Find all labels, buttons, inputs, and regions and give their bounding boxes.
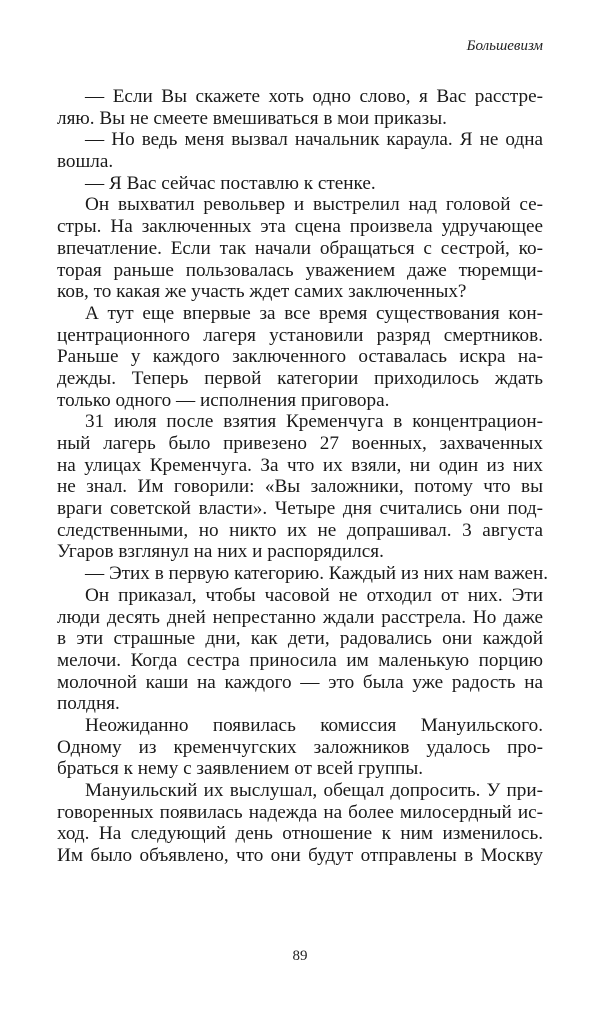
text-line: — Я Вас сейчас поставлю к стенке. <box>85 172 376 194</box>
text-line: — Но ведь меня вызвал начальник караула. Я не одна <box>85 129 543 151</box>
text-line: стры. На заключенных эта сцена произвела удручающее <box>57 216 543 238</box>
text-line: люди десять дней непрестанно ждали расстрела. Но даже <box>57 606 543 628</box>
text-line: ков, то какая же участь ждет самих заключенных? <box>57 281 467 303</box>
text-line: Им было объявлено, что они будут отправлены в Москву <box>57 845 543 867</box>
text-line: Раньше у каждого заключенного оставалась искра на- <box>57 346 543 368</box>
text-line: ляю. Вы не смеете вмешиваться в мои приказы. <box>57 107 447 129</box>
text-line: браться к нему с заявлением от всей группы. <box>57 758 424 780</box>
text-line: мелочи. Когда сестра приносила им маленькую порцию <box>57 649 543 671</box>
text-line: Мануильский их выслушал, обещал допросить. У при- <box>85 780 543 801</box>
running-head: Большевизм <box>466 38 543 54</box>
text-line: следственными, но никто их не допрашивал. 3 августа <box>57 519 543 541</box>
text-line: Угаров взглянул на них и распорядился. <box>57 541 384 563</box>
text-line: не знал. Им говорили: «Вы заложники, потому что вы <box>57 476 543 498</box>
text-line: только одного — исполнения приговора. <box>57 389 390 411</box>
text-line: — Этих в первую категорию. Каждый из них нам важен. <box>85 563 549 585</box>
text-line: молочной каши на каждого — это была уже радость на <box>57 671 543 693</box>
text-line: центрационного лагеря установили разряд смертников. <box>57 324 543 346</box>
text-line: враги советской власти». Четыре дня считались они под- <box>57 498 543 520</box>
text-line: ный лагерь было привезено 27 военных, захваченных <box>57 433 543 454</box>
page-number: 89 <box>292 948 308 964</box>
text-line: Неожиданно появилась комиссия Мануильского. <box>85 714 543 736</box>
text-line: Одному из кременчугских заложников удалось про- <box>57 736 543 758</box>
text-line: Он приказал, чтобы часовой не отходил от них. Эти <box>85 584 543 606</box>
text-line: — Если Вы скажете хоть одно слово, я Вас расстре- <box>85 86 543 107</box>
text-line: торая раньше пользовалась уважением даже тюремщи- <box>57 259 543 281</box>
text-line: в эти страшные дни, как дети, радовались они каждой <box>57 628 543 650</box>
text-line: ход. На следующий день отношение к ним изменилось. <box>57 823 543 845</box>
text-line: вошла. <box>57 151 114 173</box>
text-line: Он выхватил револьвер и выстрелил над головой се- <box>85 194 543 216</box>
text-line: говоренных появилась надежда на более милосердный ис- <box>57 801 543 823</box>
text-line: впечатление. Если так начали обращаться с сестрой, ко- <box>57 237 543 259</box>
text-line: А тут еще впервые за все время существования кон- <box>85 302 543 324</box>
body-text <box>57 86 549 867</box>
text-line: дежды. Теперь первой категории приходилось ждать <box>57 367 543 389</box>
text-line: полдня. <box>57 693 120 715</box>
text-line: на улицах Кременчуга. За что их взяли, ни один из них <box>57 454 543 476</box>
text-line: 31 июля после взятия Кременчуга в концентрацион- <box>85 411 543 433</box>
